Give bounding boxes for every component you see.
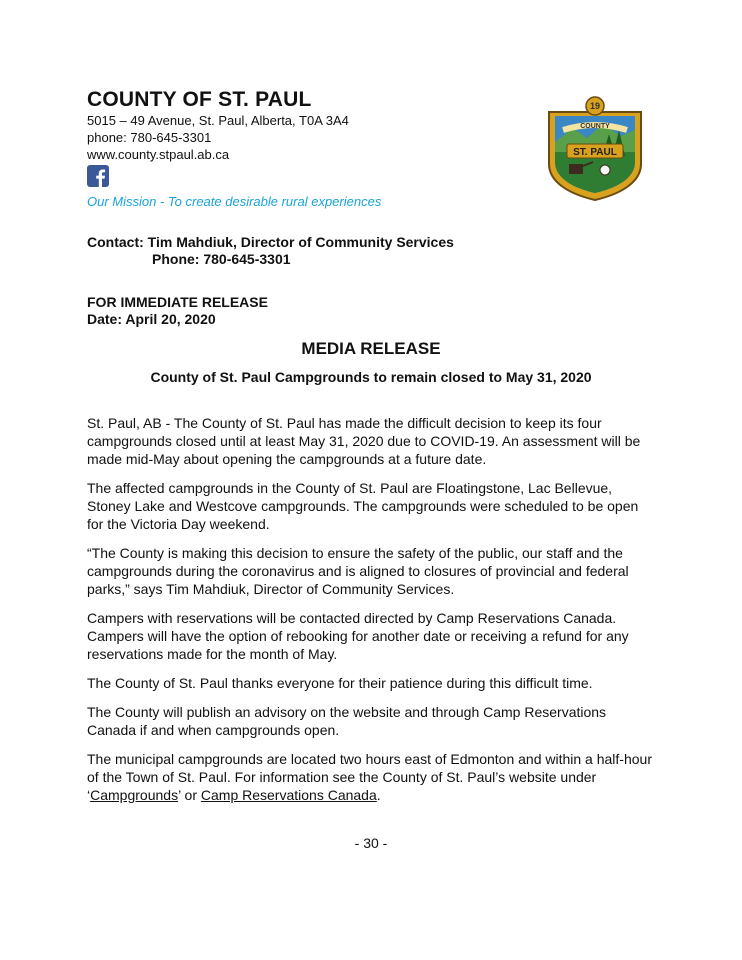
contact-name: Contact: Tim Mahdiuk, Director of Community Services: [87, 234, 454, 250]
release-date: Date: April 20, 2020: [87, 311, 216, 327]
paragraph-text: ’ or: [178, 787, 201, 803]
body-paragraph: The affected campgrounds in the County of St. Paul are Floatingstone, Lac Bellevue, Stoney Lake and Westcove campgrounds. The campgrounds were scheduled to be open for the Victoria Day weekend.: [87, 480, 639, 532]
website-link[interactable]: www.county.stpaul.ab.ca: [87, 147, 230, 162]
camp-reservations-link[interactable]: Camp Reservations Canada: [200, 787, 377, 803]
logo-top-text: COUNTY: [580, 123, 610, 130]
body-paragraph: “The County is making this decision to ensure the safety of the public, our staff and the campgrounds during the coronavirus and is aligned to closures of provincial and federal parks,” says Tim Mahdiuk, Director of Community Services.: [87, 545, 629, 597]
contact-phone: Phone: 780-645-3301: [152, 251, 291, 267]
paragraph-text: The municipal campgrounds are located two hours east of Edmonton and within a half-hour of the Town of St. Paul. For information see the County of St. Paul’s website under ‘: [87, 751, 652, 803]
release-status: FOR IMMEDIATE RELEASE: [87, 294, 268, 310]
body-paragraph: The County of St. Paul thanks everyone for their patience during this difficult time.: [87, 675, 593, 691]
logo-banner-text: ST. PAUL: [573, 147, 617, 158]
body-paragraph: [87, 750, 657, 804]
document-title: MEDIA RELEASE: [301, 339, 441, 358]
release-block: [87, 294, 268, 328]
phone-number: phone: 780-645-3301: [87, 130, 212, 145]
campgrounds-link[interactable]: Campgrounds: [90, 787, 179, 803]
address: 5015 – 49 Avenue, St. Paul, Alberta, T0A 3A4: [87, 113, 349, 128]
document-subtitle: County of St. Paul Campgrounds to remain closed to May 31, 2020: [150, 369, 592, 385]
facebook-icon[interactable]: [87, 165, 109, 187]
release-body: [87, 414, 657, 815]
mission-statement: Our Mission - To create desirable rural experiences: [87, 194, 382, 209]
organization-name: COUNTY OF ST. PAUL: [87, 88, 312, 111]
logo-badge-number: 19: [589, 101, 601, 111]
letterhead: [87, 88, 527, 211]
body-paragraph: St. Paul, AB - The County of St. Paul has made the difficult decision to keep its four campgrounds closed until at least May 31, 2020 due to COVID-19. An assessment will be made mid-May about opening the campgrounds at a future date.: [87, 415, 641, 467]
paragraph-text: .: [376, 787, 381, 803]
contact-block: [87, 234, 454, 268]
body-paragraph: Campers with reservations will be contacted directed by Camp Reservations Canada. Campers will have the option of rebooking for another date or receiving a refund for any reservations made for the month of May.: [87, 610, 629, 662]
page-number: - 30 -: [354, 835, 388, 851]
body-paragraph: The County will publish an advisory on the website and through Camp Reservations Canada if and when campgrounds open.: [87, 704, 607, 738]
county-crest-logo: [543, 94, 647, 202]
